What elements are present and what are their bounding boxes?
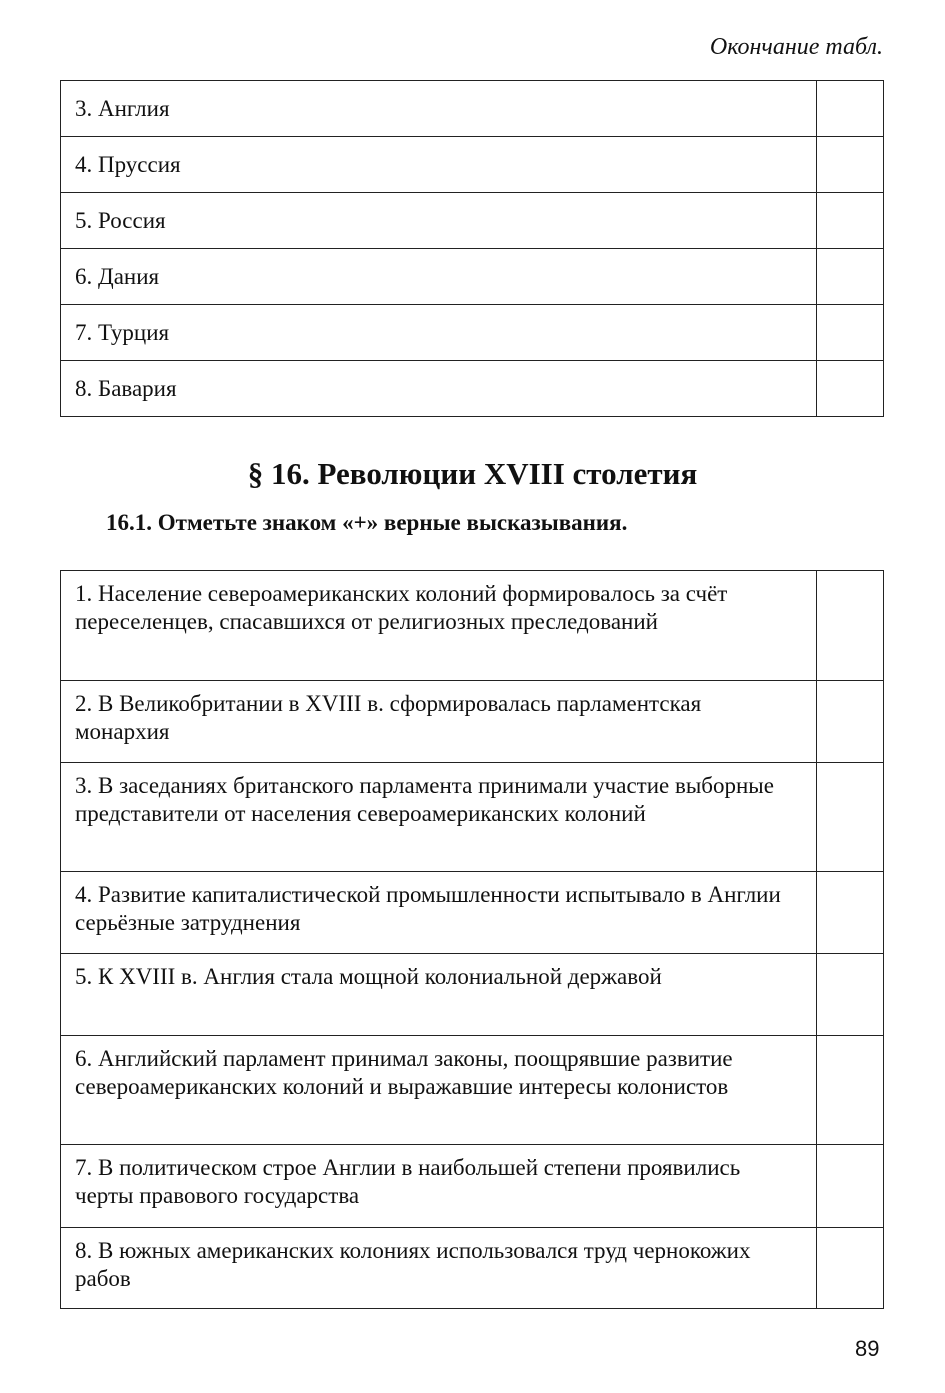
statement-text: 5. К XVIII в. Англия стала мощной колониальной державой: [61, 954, 817, 1036]
countries-table: [60, 80, 884, 417]
answer-cell[interactable]: [817, 193, 884, 249]
table-row: [61, 1145, 884, 1228]
table-row: [61, 681, 884, 763]
answer-cell[interactable]: [817, 571, 884, 681]
answer-cell[interactable]: [817, 681, 884, 763]
table-row: [61, 81, 884, 137]
row-text: 4. Пруссия: [61, 137, 817, 193]
task-title: 16.1. Отметьте знаком «+» верные высказывания.: [106, 510, 628, 535]
table-row: [61, 137, 884, 193]
answer-cell[interactable]: [817, 763, 884, 872]
statement-text: 6. Английский парламент принимал законы, поощрявшие развитие североамериканских колоний и выражавшие интересы колонистов: [61, 1036, 817, 1145]
table-row: [61, 361, 884, 417]
answer-cell[interactable]: [817, 305, 884, 361]
row-text: 5. Россия: [61, 193, 817, 249]
section-title: § 16. Революции XVIII столетия: [247, 456, 698, 491]
row-text: 7. Турция: [61, 305, 817, 361]
answer-cell[interactable]: [817, 1228, 884, 1309]
table-row: [61, 571, 884, 681]
statements-table: [60, 570, 884, 1309]
statement-text: 4. Развитие капиталистической промышленности испытывало в Англии серьёзные затруднения: [61, 872, 817, 954]
table-row: [61, 763, 884, 872]
row-text: 8. Бавария: [61, 361, 817, 417]
table-row: [61, 872, 884, 954]
statement-text: 2. В Великобритании в XVIII в. сформировалась парламентская монархия: [61, 681, 817, 763]
answer-cell[interactable]: [817, 249, 884, 305]
row-text: 3. Англия: [61, 81, 817, 137]
answer-cell[interactable]: [817, 1145, 884, 1228]
answer-cell[interactable]: [817, 954, 884, 1036]
table-row: [61, 1228, 884, 1309]
table-row: [61, 249, 884, 305]
answer-cell[interactable]: [817, 1036, 884, 1145]
continuation-label: Окончание табл.: [709, 34, 883, 60]
statement-text: 8. В южных американских колониях использовался труд чернокожих рабов: [61, 1228, 817, 1309]
answer-cell[interactable]: [817, 872, 884, 954]
statement-text: 3. В заседаниях британского парламента принимали участие выборные представители от населения североамериканских колоний: [61, 763, 817, 872]
answer-cell[interactable]: [817, 81, 884, 137]
answer-cell[interactable]: [817, 137, 884, 193]
table-row: [61, 305, 884, 361]
row-text: 6. Дания: [61, 249, 817, 305]
table-row: [61, 1036, 884, 1145]
table-row: [61, 954, 884, 1036]
answer-cell[interactable]: [817, 361, 884, 417]
statement-text: 7. В политическом строе Англии в наибольшей степени проявились черты правового государства: [61, 1145, 817, 1228]
page-number: 89: [855, 1336, 880, 1361]
statement-text: 1. Население североамериканских колоний формировалось за счёт переселенцев, спасавшихся от религиозных преследований: [61, 571, 817, 681]
table-row: [61, 193, 884, 249]
